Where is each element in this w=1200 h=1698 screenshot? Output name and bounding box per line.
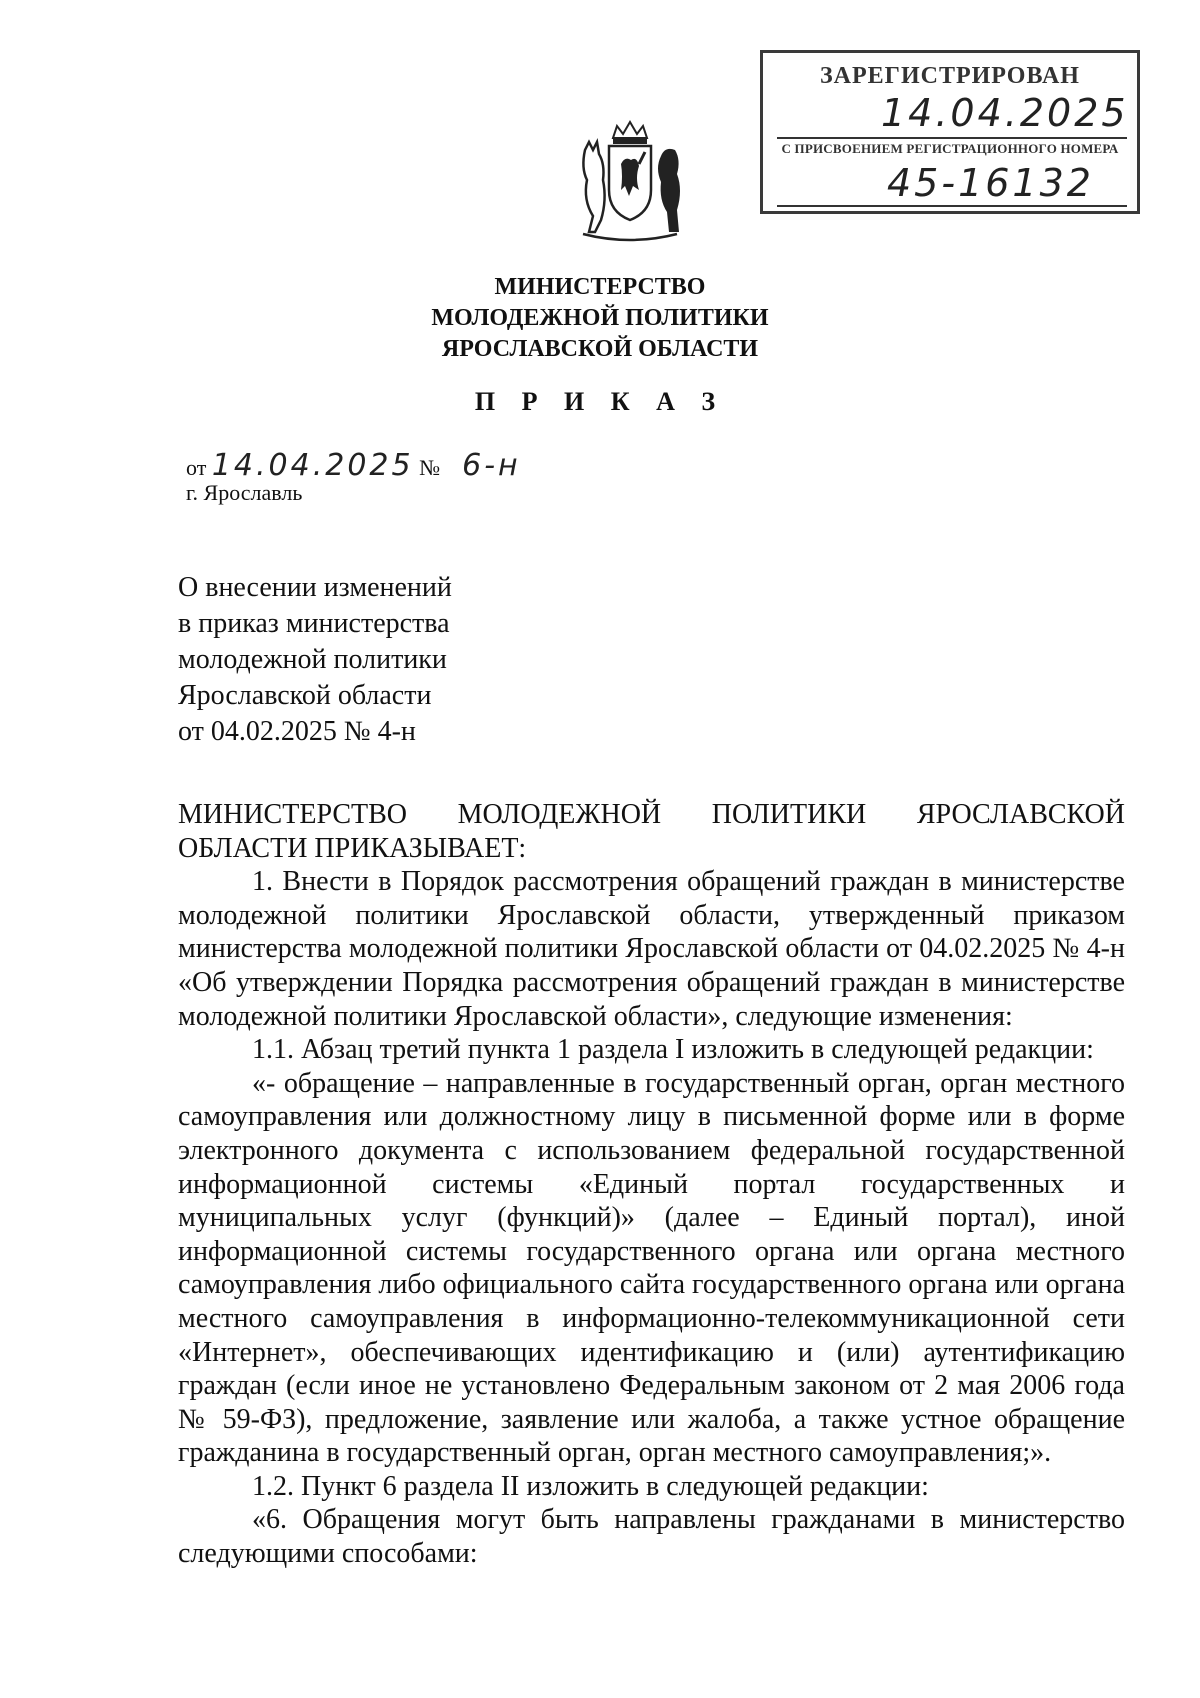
paragraph-1-2-text: «6. Обращения могут быть направлены гражданами в министерство следующими способами: xyxy=(178,1504,1125,1570)
order-number: 6-н xyxy=(462,448,521,483)
subject-line: Ярославской области xyxy=(178,680,432,711)
paragraph-1-2: 1.2. Пункт 6 раздела II изложить в следующей редакции: xyxy=(252,1470,929,1502)
ministry-line-3: ЯРОСЛАВСКОЙ ОБЛАСТИ xyxy=(441,336,759,362)
stamp-date: 14.04.2025 xyxy=(881,91,1129,135)
paragraph-1-1-text: «- обращение – направленные в государственный орган, орган местного самоуправления или должностному лицу в письменной форме или в форме электронного документа с использованием федеральной государственной информационной системы «Единый портал государственных и муниципальных услуг (функций)» (далее – Единый портал), иной информационной системы государственного органа или органа местного самоуправления либо официального сайта государственного органа или органа местного самоуправления в информационно-телекоммуникационной сети «Интернет», обеспечивающих идентификацию и (или) аутентификацию граждан (если иное не установлено Федеральным законом от 2 мая 2006 года № 59-ФЗ), предложение, заявление или жалоба, а также устное обращение гражданина в государственный орган, орган местного самоуправления;». xyxy=(178,1067,1125,1469)
paragraph-1: 1. Внести в Порядок рассмотрения обращений граждан в министерстве молодежной политики Ярославской области, утвержденный приказом министерства молодежной политики Ярославской области от 04.02.2025 № 4-н «Об утверждении Порядка рассмотрения обращений граждан в министерстве молодежной политики Ярославской области», следующие изменения: xyxy=(178,866,1125,1032)
order-subject xyxy=(178,570,452,750)
stamp-divider xyxy=(777,137,1127,139)
document-type: П Р И К А З xyxy=(474,387,726,416)
stamp-underline xyxy=(777,205,1127,207)
subject-line: О внесении изменений xyxy=(178,572,452,603)
subject-line: в приказ министерства xyxy=(178,608,450,639)
yaroslavl-coat-of-arms-icon xyxy=(565,120,695,250)
preamble: МИНИСТЕРСТВО МОЛОДЕЖНОЙ ПОЛИТИКИ ЯРОСЛАВСКОЙ ОБЛАСТИ ПРИКАЗЫВАЕТ: xyxy=(178,799,1125,864)
ministry-name xyxy=(0,272,1200,365)
order-from-label: от xyxy=(186,455,207,480)
order-date-number xyxy=(186,448,521,483)
order-body xyxy=(178,798,1125,1571)
stamp-number: 45-16132 xyxy=(887,161,1094,205)
registration-stamp xyxy=(760,50,1140,214)
stamp-title: ЗАРЕГИСТРИРОВАН xyxy=(820,63,1080,89)
stamp-subtitle: С ПРИСВОЕНИЕМ РЕГИСТРАЦИОННОГО НОМЕРА xyxy=(781,141,1119,156)
subject-line: от 04.02.2025 № 4-н xyxy=(178,716,416,747)
paragraph-1-1: 1.1. Абзац третий пункта 1 раздела I изложить в следующей редакции: xyxy=(252,1034,1094,1066)
ministry-line-2: МОЛОДЕЖНОЙ ПОЛИТИКИ xyxy=(431,305,769,331)
order-date: 14.04.2025 xyxy=(211,448,414,483)
order-number-label: № xyxy=(419,455,441,480)
order-city: г. Ярославль xyxy=(186,480,303,505)
ministry-line-1: МИНИСТЕРСТВО xyxy=(494,274,706,300)
subject-line: молодежной политики xyxy=(178,644,447,675)
